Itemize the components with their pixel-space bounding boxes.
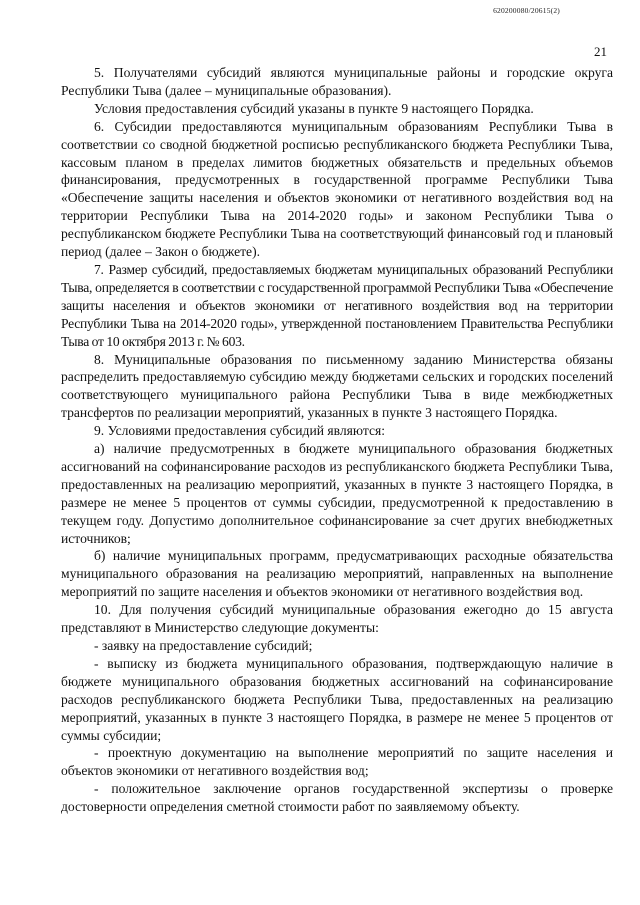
paragraph-9-b: б) наличие муниципальных программ, предусматривающих расходные обязательства муниципального образования на реализацию мероприятий, направленных на выполнение мероприятий по защите населения и объектов экономики от негативного воздействия вод. [61,548,613,600]
document-code: 620200080/20615(2) [493,6,560,15]
list-item-project-docs: - проектную документацию на выполнение мероприятий по защите населения и объектов экономики от негативного воздействия вод; [61,745,613,779]
list-item-budget-extract: - выписку из бюджета муниципального образования, подтверждающую наличие в бюджете муниципального образования бюджетных ассигнований на софинансирование расходов республиканского бюджета Республики Тыва, предоставленных на реализацию мероприятий, указанных в пункте 3 настоящего Порядка, в размере не менее 5 процентов от суммы субсидии; [61,655,613,743]
paragraph-10: 10. Для получения субсидий муниципальные образования ежегодно до 15 августа представляют в Министерство следующие документы: [61,602,613,636]
paragraph-5-conditions: Условия предоставления субсидий указаны в пункте 9 настоящего Порядка. [94,100,534,116]
paragraph-9-a: а) наличие предусмотренных в бюджете муниципального образования бюджетных ассигнований на софинансирование расходов из республиканского бюджета Республики Тыва, предоставленных на реализацию мероприятий, указанных в пункте 3 настоящего Порядка, в размере не менее 5 процентов от суммы субсидии, предусмотренной к предоставлению в текущем году. Допустимо дополнительное софинансирование за счет других внебюджетных источников; [61,441,613,546]
page-number: 21 [594,44,607,59]
list-item-expert-conclusion: - положительное заключение органов государственной экспертизы о проверке достоверности определения сметной стоимости работ по заявляемому объекту. [61,781,613,815]
paragraph-5: 5. Получателями субсидий являются муниципальные районы и городские округа Республики Тыва (далее – муниципальные образования). [61,65,613,98]
paragraph-9: 9. Условиями предоставления субсидий являются: [94,423,386,439]
document-body [61,64,613,816]
list-item-application: - заявку на предоставление субсидий; [94,638,313,653]
paragraph-7: 7. Размер субсидий, предоставляемых бюджетам муниципальных образований Республики Тыва, определяется в соответствии с государственной программой Республики Тыва «Обеспечение защиты населения и объектов экономики от негативного воздействия вод на территории Республики Тыва на 2014-2020 годы», утвержденной постановлением Правительства Республики Тыва от 10 октября 2013 г. № 603. [61,261,613,349]
paragraph-8: 8. Муниципальные образования по письменному заданию Министерства обязаны распределить предоставляемую субсидию между бюджетами сельских и городских поселений соответствующего муниципального района Республики Тыва в виде межбюджетных трансфертов по реализации мероприятий, указанных в пункте 3 настоящего Порядка. [61,351,613,421]
paragraph-6: 6. Субсидии предоставляются муниципальным образованиям Республики Тыва в соответствии со сводной бюджетной росписью республиканского бюджета Республики Тыва, кассовым планом в пределах лимитов бюджетных обязательств и предельных объемов финансирования, предусмотренных в государственной программе Республики Тыва «Обеспечение защиты населения и объектов экономики от негативного воздействия вод на территории Республики Тыва на 2014-2020 годы» и законом Республики Тыва о республиканском бюджете Республики Тыва на соответствующий финансовый год и плановый период (далее – Закон о бюджете). [61,118,613,260]
